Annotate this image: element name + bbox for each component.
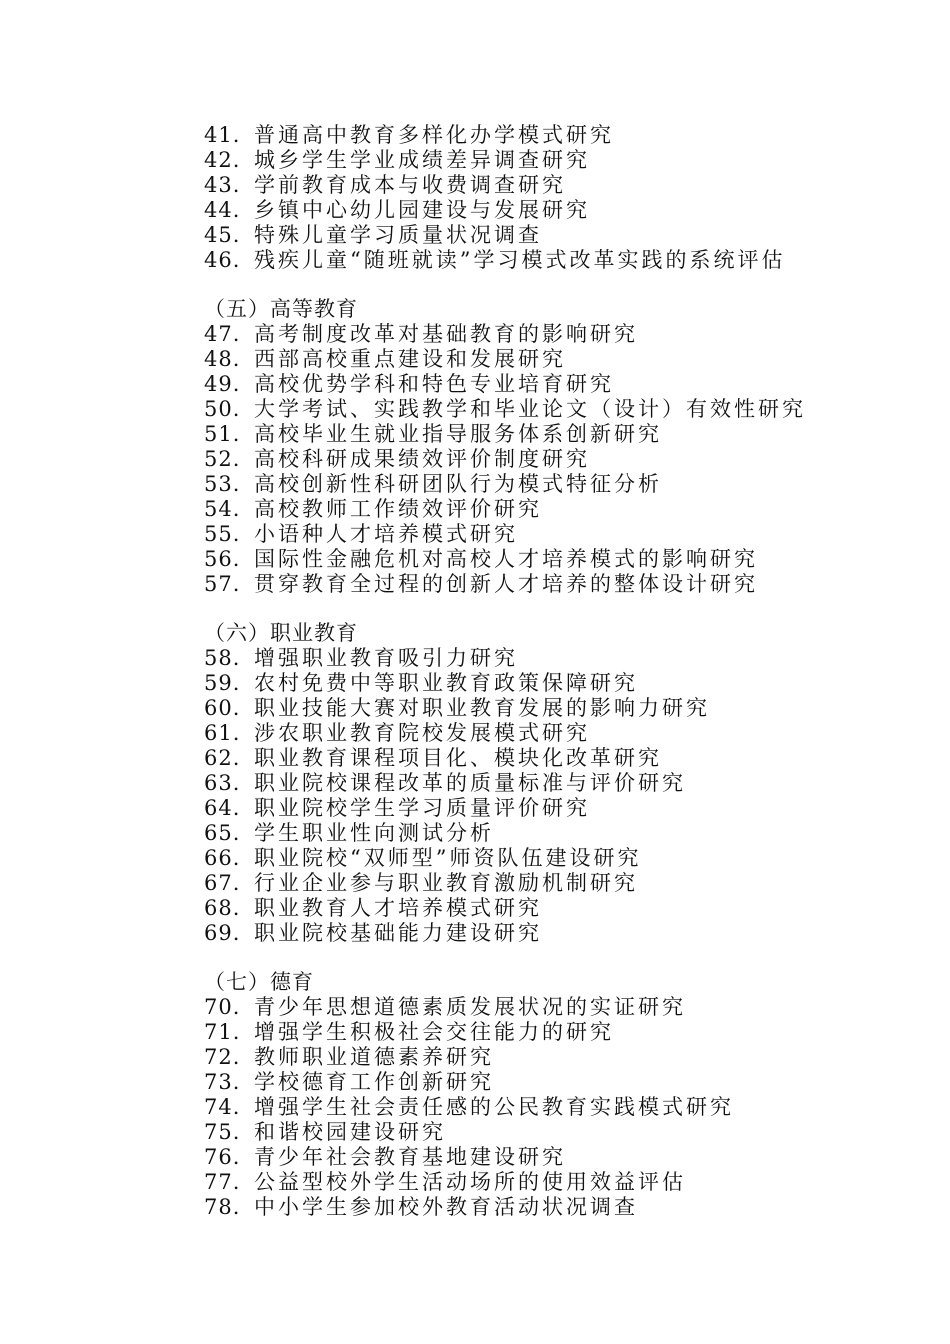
topic-number: 56. (204, 547, 241, 571)
topic-item (204, 198, 844, 223)
topic-item (204, 397, 844, 422)
topic-title: 学前教育成本与收费调查研究 (254, 173, 566, 197)
topic-title: 职业院校基础能力建设研究 (254, 921, 542, 945)
topic-number: 68. (204, 896, 241, 920)
topic-title: 普通高中教育多样化办学模式研究 (254, 123, 614, 147)
topic-number: 69. (204, 921, 241, 945)
topic-item (204, 896, 844, 921)
topic-item (204, 746, 844, 771)
topic-title: 中小学生参加校外教育活动状况调查 (254, 1195, 638, 1219)
topic-number: 70. (204, 995, 241, 1019)
topic-title: 高校毕业生就业指导服务体系创新研究 (254, 422, 662, 446)
topic-title: 教师职业道德素养研究 (254, 1045, 494, 1069)
topic-number: 47. (204, 322, 241, 346)
topic-item (204, 223, 844, 248)
topic-item (204, 995, 844, 1020)
topic-title: 青少年思想道德素质发展状况的实证研究 (254, 995, 686, 1019)
topic-item (204, 771, 844, 796)
topic-section (204, 297, 844, 597)
topic-title: 西部高校重点建设和发展研究 (254, 347, 566, 371)
topic-title: 职业教育人才培养模式研究 (254, 896, 542, 920)
topic-number: 74. (204, 1095, 241, 1119)
topic-item (204, 871, 844, 896)
topic-item (204, 1195, 844, 1220)
topic-number: 41. (204, 123, 241, 147)
topic-number: 57. (204, 572, 241, 596)
topic-title: 小语种人才培养模式研究 (254, 522, 518, 546)
topic-item (204, 1020, 844, 1045)
topic-item (204, 821, 844, 846)
topic-title: 国际性金融危机对高校人才培养模式的影响研究 (254, 547, 758, 571)
topic-number: 52. (204, 447, 241, 471)
topic-number: 49. (204, 372, 241, 396)
topic-item (204, 1070, 844, 1095)
topic-item (204, 422, 844, 447)
topic-section (204, 970, 844, 1220)
document-body (204, 123, 844, 1244)
topic-title: 职业院校学生学习质量评价研究 (254, 796, 590, 820)
topic-title: 学生职业性向测试分析 (254, 821, 494, 845)
topic-number: 53. (204, 472, 241, 496)
topic-number: 44. (204, 198, 241, 222)
topic-section (204, 621, 844, 946)
topic-number: 64. (204, 796, 241, 820)
topic-item (204, 447, 844, 472)
topic-item (204, 372, 844, 397)
topic-item (204, 796, 844, 821)
topic-title: 高校科研成果绩效评价制度研究 (254, 447, 590, 471)
topic-title: 高校优势学科和特色专业培育研究 (254, 372, 614, 396)
topic-number: 73. (204, 1070, 241, 1094)
topic-item (204, 721, 844, 746)
topic-number: 42. (204, 148, 241, 172)
topic-number: 67. (204, 871, 241, 895)
topic-number: 51. (204, 422, 241, 446)
topic-number: 59. (204, 671, 241, 695)
topic-item (204, 846, 844, 871)
topic-number: 72. (204, 1045, 241, 1069)
topic-item (204, 472, 844, 497)
topic-number: 43. (204, 173, 241, 197)
topic-item (204, 572, 844, 597)
topic-item (204, 248, 844, 273)
topic-title: 残疾儿童“随班就读”学习模式改革实践的系统评估 (254, 248, 786, 272)
topic-item (204, 322, 844, 347)
topic-number: 66. (204, 846, 241, 870)
section-heading: （五）高等教育 (204, 297, 358, 321)
topic-item (204, 547, 844, 572)
topic-item (204, 1120, 844, 1145)
topic-number: 75. (204, 1120, 241, 1144)
topic-title: 增强学生社会责任感的公民教育实践模式研究 (254, 1095, 734, 1119)
topic-title: 青少年社会教育基地建设研究 (254, 1145, 566, 1169)
topic-item (204, 173, 844, 198)
topic-item (204, 1045, 844, 1070)
topic-title: 增强学生积极社会交往能力的研究 (254, 1020, 614, 1044)
topic-title: 职业院校“双师型”师资队伍建设研究 (254, 846, 642, 870)
topic-title: 高考制度改革对基础教育的影响研究 (254, 322, 638, 346)
topic-item (204, 123, 844, 148)
topic-number: 62. (204, 746, 241, 770)
topic-number: 71. (204, 1020, 241, 1044)
topic-section (204, 123, 844, 273)
topic-number: 45. (204, 223, 241, 247)
topic-number: 63. (204, 771, 241, 795)
topic-title: 职业技能大赛对职业教育发展的影响力研究 (254, 696, 710, 720)
section-heading: （六）职业教育 (204, 621, 358, 645)
topic-number: 65. (204, 821, 241, 845)
topic-title: 增强职业教育吸引力研究 (254, 646, 518, 670)
topic-number: 77. (204, 1170, 241, 1194)
topic-number: 50. (204, 397, 241, 421)
topic-item (204, 522, 844, 547)
topic-title: 大学考试、实践教学和毕业论文（设计）有效性研究 (254, 397, 806, 421)
topic-number: 61. (204, 721, 241, 745)
topic-number: 78. (204, 1195, 241, 1219)
topic-number: 76. (204, 1145, 241, 1169)
topic-title: 农村免费中等职业教育政策保障研究 (254, 671, 638, 695)
topic-item (204, 696, 844, 721)
topic-title: 高校教师工作绩效评价研究 (254, 497, 542, 521)
topic-title: 学校德育工作创新研究 (254, 1070, 494, 1094)
topic-number: 60. (204, 696, 241, 720)
section-heading: （七）德育 (204, 970, 314, 994)
topic-title: 特殊儿童学习质量状况调查 (254, 223, 542, 247)
topic-item (204, 646, 844, 671)
topic-number: 54. (204, 497, 241, 521)
topic-title: 城乡学生学业成绩差异调查研究 (254, 148, 590, 172)
topic-number: 58. (204, 646, 241, 670)
topic-title: 和谐校园建设研究 (254, 1120, 446, 1144)
topic-item (204, 1145, 844, 1170)
topic-item (204, 1095, 844, 1120)
topic-title: 贯穿教育全过程的创新人才培养的整体设计研究 (254, 572, 758, 596)
topic-title: 公益型校外学生活动场所的使用效益评估 (254, 1170, 686, 1194)
topic-title: 乡镇中心幼儿园建设与发展研究 (254, 198, 590, 222)
topic-item (204, 1170, 844, 1195)
topic-title: 职业院校课程改革的质量标准与评价研究 (254, 771, 686, 795)
topic-title: 涉农职业教育院校发展模式研究 (254, 721, 590, 745)
topic-item (204, 671, 844, 696)
topic-number: 46. (204, 248, 241, 272)
topic-item (204, 497, 844, 522)
topic-number: 48. (204, 347, 241, 371)
topic-item (204, 148, 844, 173)
topic-title: 行业企业参与职业教育激励机制研究 (254, 871, 638, 895)
topic-number: 55. (204, 522, 241, 546)
topic-item (204, 347, 844, 372)
topic-title: 职业教育课程项目化、模块化改革研究 (254, 746, 662, 770)
topic-item (204, 921, 844, 946)
topic-title: 高校创新性科研团队行为模式特征分析 (254, 472, 662, 496)
